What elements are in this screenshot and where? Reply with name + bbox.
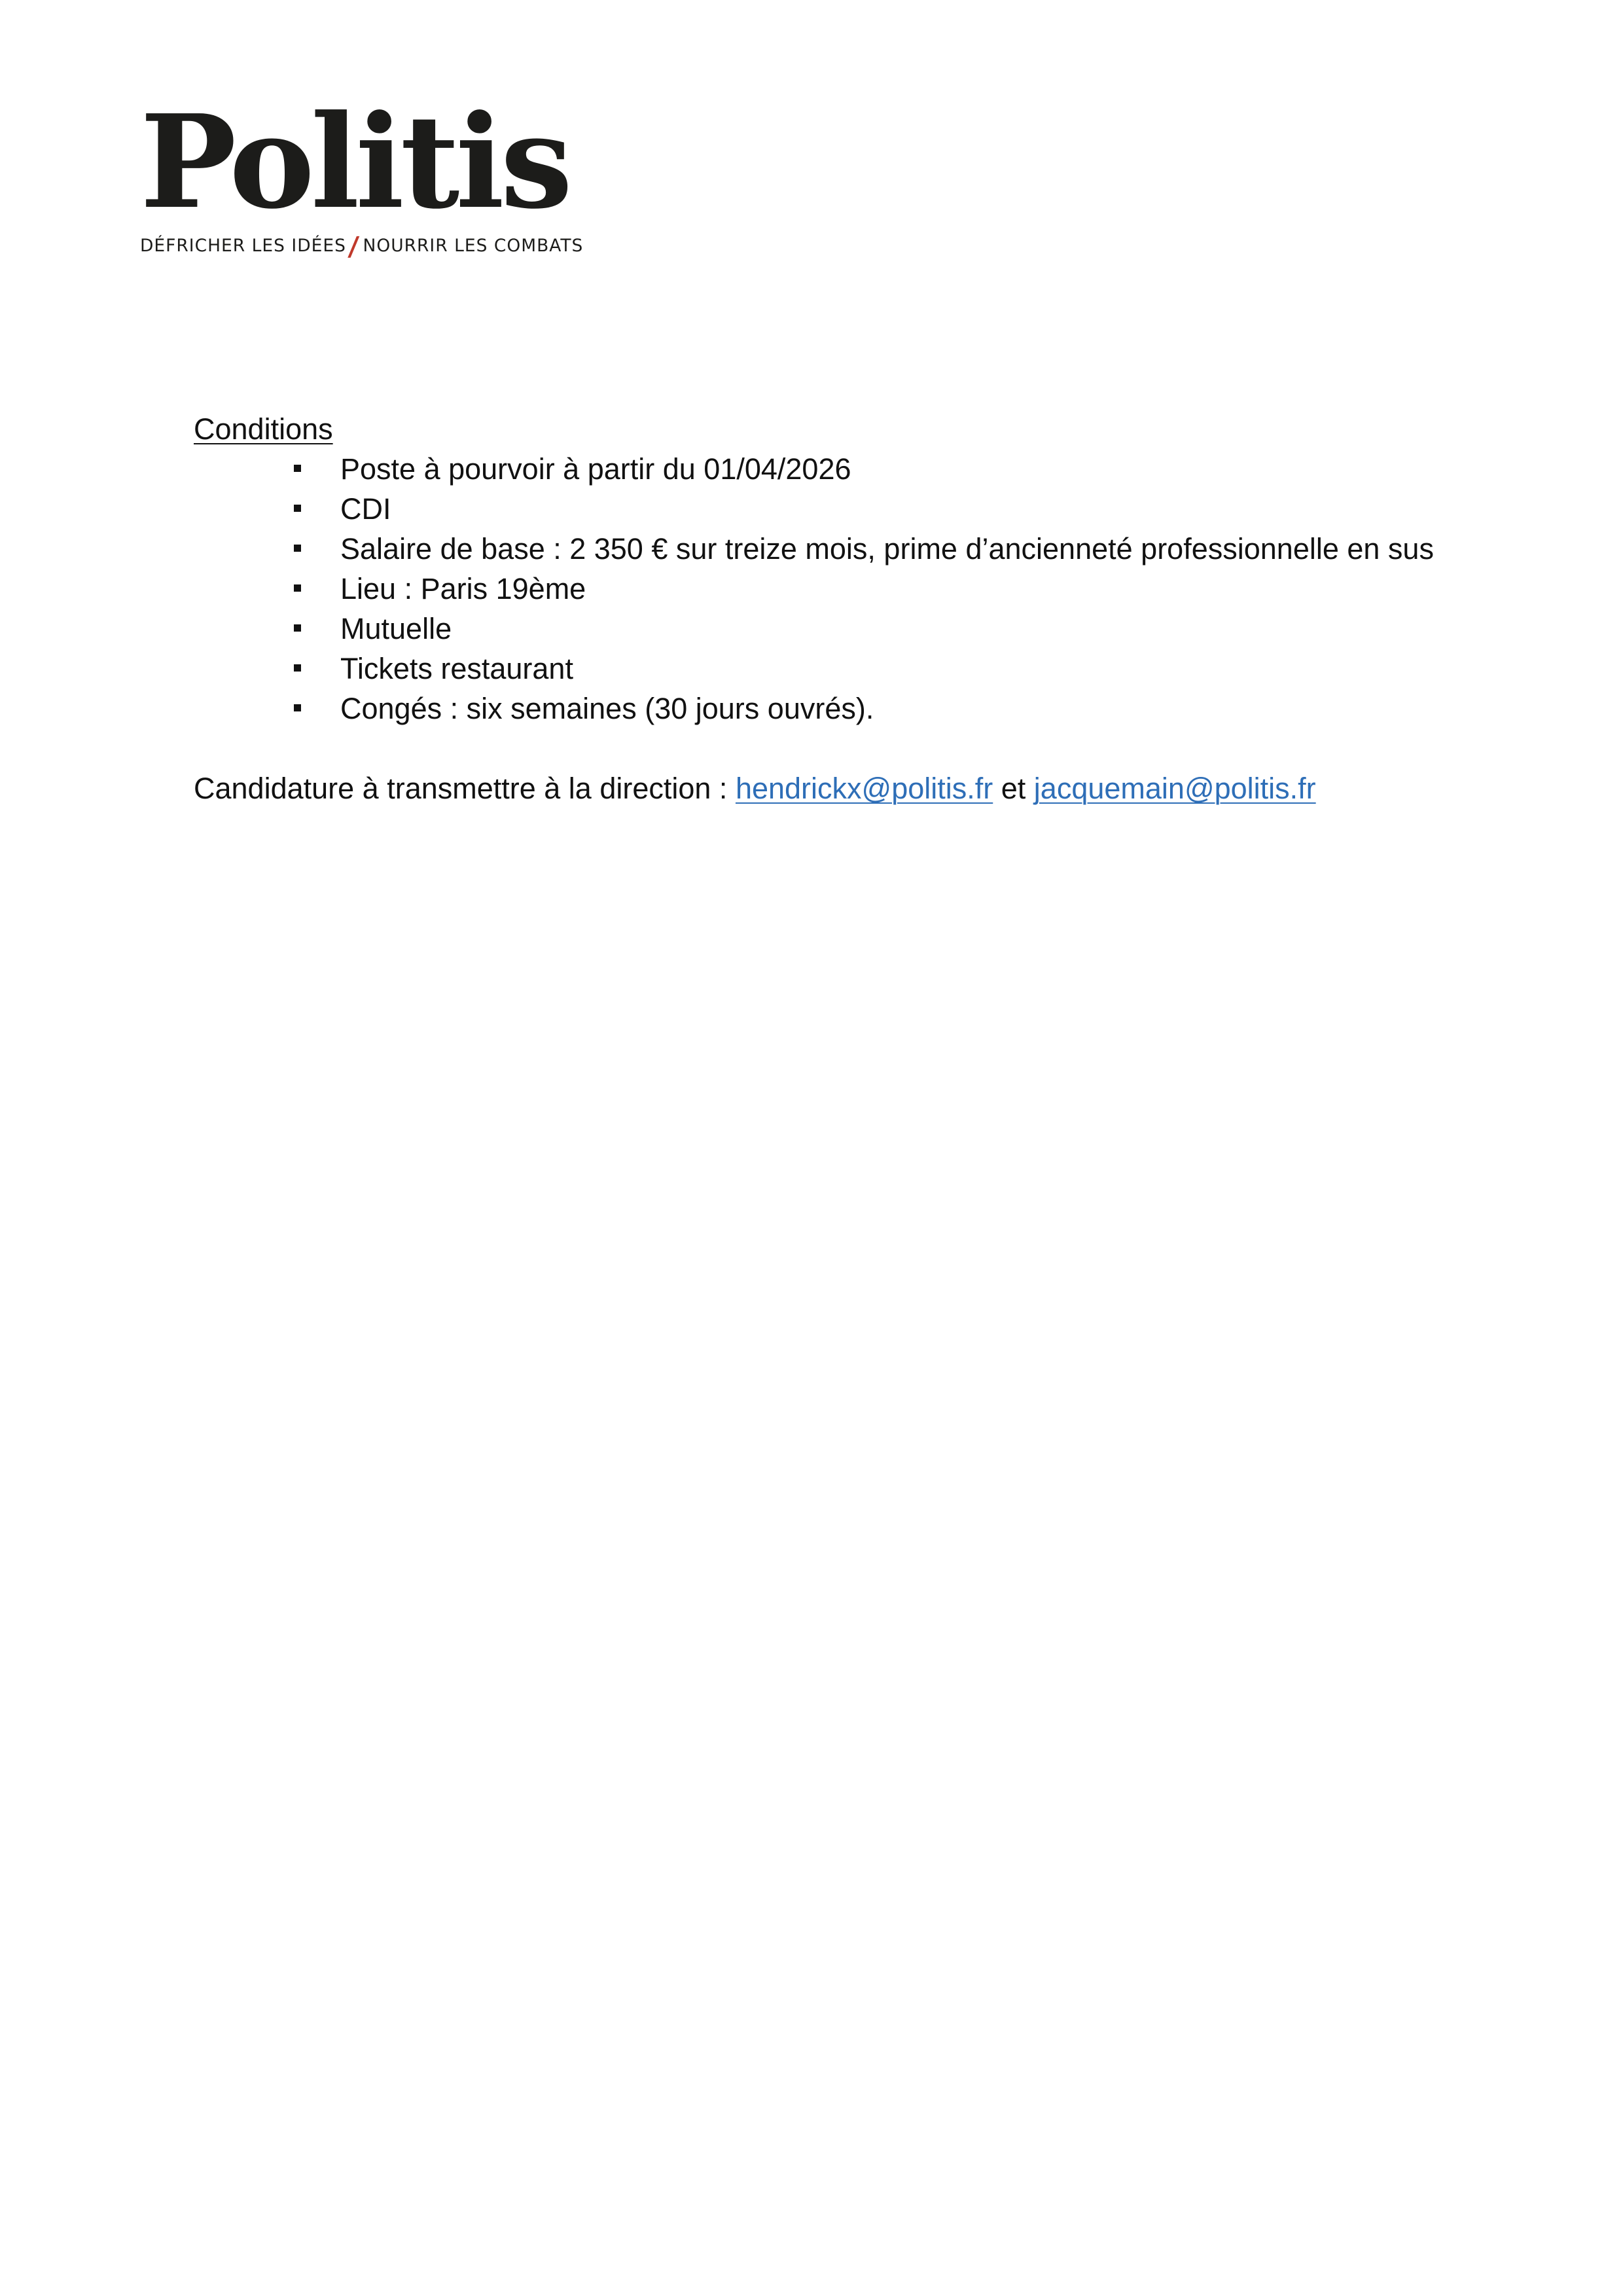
email-link-jacquemain[interactable]: jacquemain@politis.fr bbox=[1033, 772, 1316, 805]
logo-wordmark: Politis bbox=[140, 87, 569, 238]
application-text: Candidature à transmettre à la direction : bbox=[194, 772, 736, 805]
list-item bbox=[194, 489, 1503, 529]
square-bullet-icon bbox=[294, 664, 301, 672]
list-item-text: Mutuelle bbox=[340, 612, 452, 645]
email-link-hendrickx[interactable]: hendrickx@politis.fr bbox=[735, 772, 993, 805]
list-item bbox=[194, 449, 1503, 489]
square-bullet-icon bbox=[294, 704, 301, 711]
tagline-slash: / bbox=[347, 232, 361, 262]
square-bullet-icon bbox=[294, 624, 301, 632]
conditions-heading: Conditions bbox=[194, 412, 333, 446]
tagline-right: NOURRIR LES COMBATS bbox=[363, 236, 584, 256]
list-item bbox=[194, 569, 1503, 609]
application-connector: et bbox=[993, 772, 1034, 805]
conditions-list bbox=[194, 449, 1503, 728]
square-bullet-icon bbox=[294, 505, 301, 512]
list-item-text: CDI bbox=[340, 492, 391, 526]
list-item-text: Salaire de base : 2 350 € sur treize mois, prime d’ancienneté professionnelle en sus bbox=[340, 532, 1434, 565]
application-line bbox=[194, 768, 1503, 808]
square-bullet-icon bbox=[294, 545, 301, 552]
list-item bbox=[194, 609, 1503, 649]
logo-tagline bbox=[140, 232, 585, 262]
document-body bbox=[194, 409, 1503, 808]
list-item-text: Lieu : Paris 19ème bbox=[340, 572, 586, 605]
politis-logo bbox=[140, 87, 585, 262]
list-item bbox=[194, 529, 1503, 569]
tagline-left: DÉFRICHER LES IDÉES bbox=[140, 236, 346, 256]
list-item-text: Tickets restaurant bbox=[340, 652, 573, 685]
square-bullet-icon bbox=[294, 465, 301, 472]
list-item-text: Poste à pourvoir à partir du 01/04/2026 bbox=[340, 452, 851, 486]
list-item bbox=[194, 689, 1503, 728]
list-item bbox=[194, 649, 1503, 689]
list-item-text: Congés : six semaines (30 jours ouvrés). bbox=[340, 692, 874, 725]
square-bullet-icon bbox=[294, 584, 301, 592]
